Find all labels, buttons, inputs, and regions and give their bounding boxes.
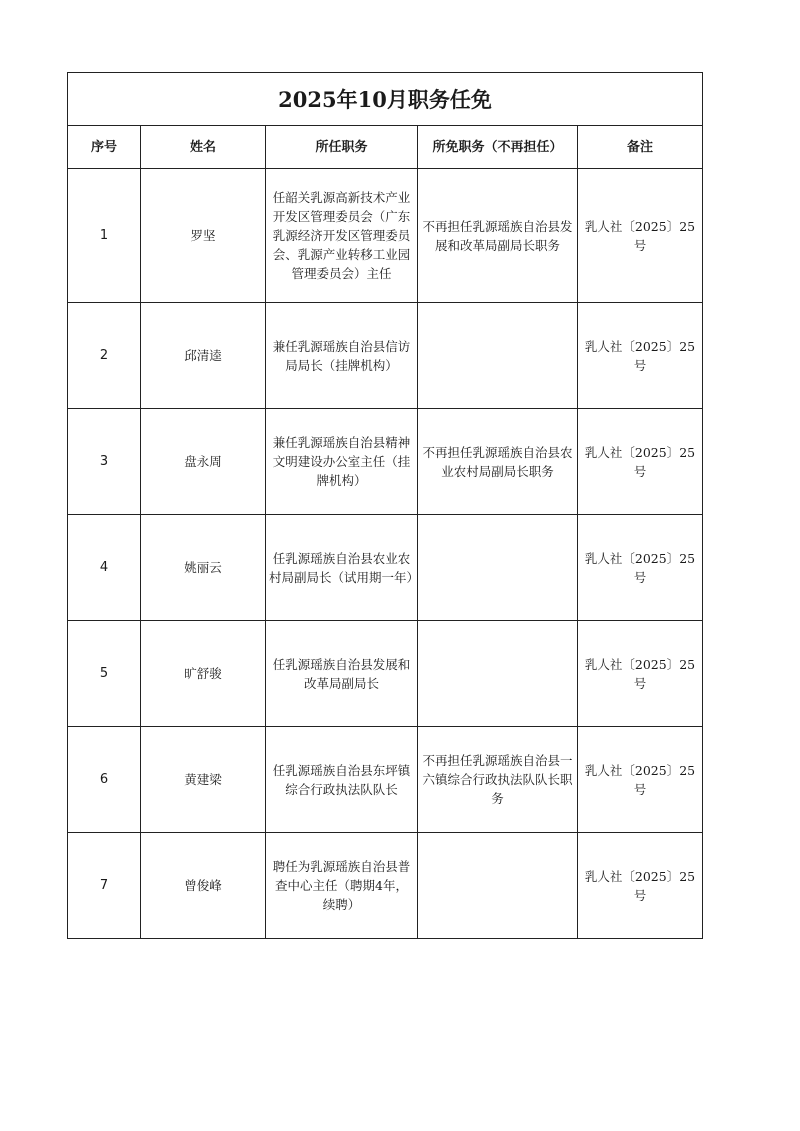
row-name: 旷舒骏 [141,621,266,727]
row-removed: 不再担任乳源瑶族自治县一六镇综合行政执法队队长职务 [418,727,578,833]
row-removed: 不再担任乳源瑶族自治县农业农村局副局长职务 [418,409,578,515]
row-index: 7 [68,833,141,939]
row-name: 罗坚 [141,169,266,303]
row-appointed: 聘任为乳源瑶族自治县普查中心主任（聘期4年，续聘） [266,833,418,939]
row-removed [418,621,578,727]
table-row [68,727,703,833]
row-appointed: 兼任乳源瑶族自治县精神文明建设办公室主任（挂牌机构） [266,409,418,515]
header-removed: 所免职务（不再担任） [418,126,578,169]
row-remark: 乳人社〔2025〕25号 [578,621,703,727]
row-index: 1 [68,169,141,303]
row-index: 6 [68,727,141,833]
row-remark: 乳人社〔2025〕25号 [578,833,703,939]
header-remark: 备注 [578,126,703,169]
row-index: 4 [68,515,141,621]
table-row [68,515,703,621]
row-name: 盘永周 [141,409,266,515]
table-row [68,833,703,939]
row-removed [418,515,578,621]
table-row [68,169,703,303]
table-row [68,303,703,409]
row-removed: 不再担任乳源瑶族自治县发展和改革局副局长职务 [418,169,578,303]
row-removed [418,833,578,939]
row-index: 5 [68,621,141,727]
row-remark: 乳人社〔2025〕25号 [578,303,703,409]
row-index: 2 [68,303,141,409]
row-remark: 乳人社〔2025〕25号 [578,409,703,515]
header-appointed: 所任职务 [266,126,418,169]
header-name: 姓名 [141,126,266,169]
row-remark: 乳人社〔2025〕25号 [578,727,703,833]
row-appointed: 任韶关乳源高新技术产业开发区管理委员会（广东乳源经济开发区管理委员会、乳源产业转移工业园管理委员会）主任 [266,169,418,303]
row-remark: 乳人社〔2025〕25号 [578,515,703,621]
table-row [68,409,703,515]
header-index: 序号 [68,126,141,169]
appointments-table [67,72,703,939]
row-appointed: 任乳源瑶族自治县发展和改革局副局长 [266,621,418,727]
row-removed [418,303,578,409]
row-name: 邱清逵 [141,303,266,409]
row-appointed: 兼任乳源瑶族自治县信访局局长（挂牌机构） [266,303,418,409]
table-row [68,621,703,727]
row-name: 曾俊峰 [141,833,266,939]
row-index: 3 [68,409,141,515]
row-appointed: 任乳源瑶族自治县东坪镇综合行政执法队队长 [266,727,418,833]
row-remark: 乳人社〔2025〕25号 [578,169,703,303]
row-name: 黄建梁 [141,727,266,833]
row-name: 姚丽云 [141,515,266,621]
row-appointed: 任乳源瑶族自治县农业农村局副局长（试用期一年） [266,515,418,621]
table-title: 2025年10月职务任免 [68,73,703,126]
header-row [68,126,703,169]
